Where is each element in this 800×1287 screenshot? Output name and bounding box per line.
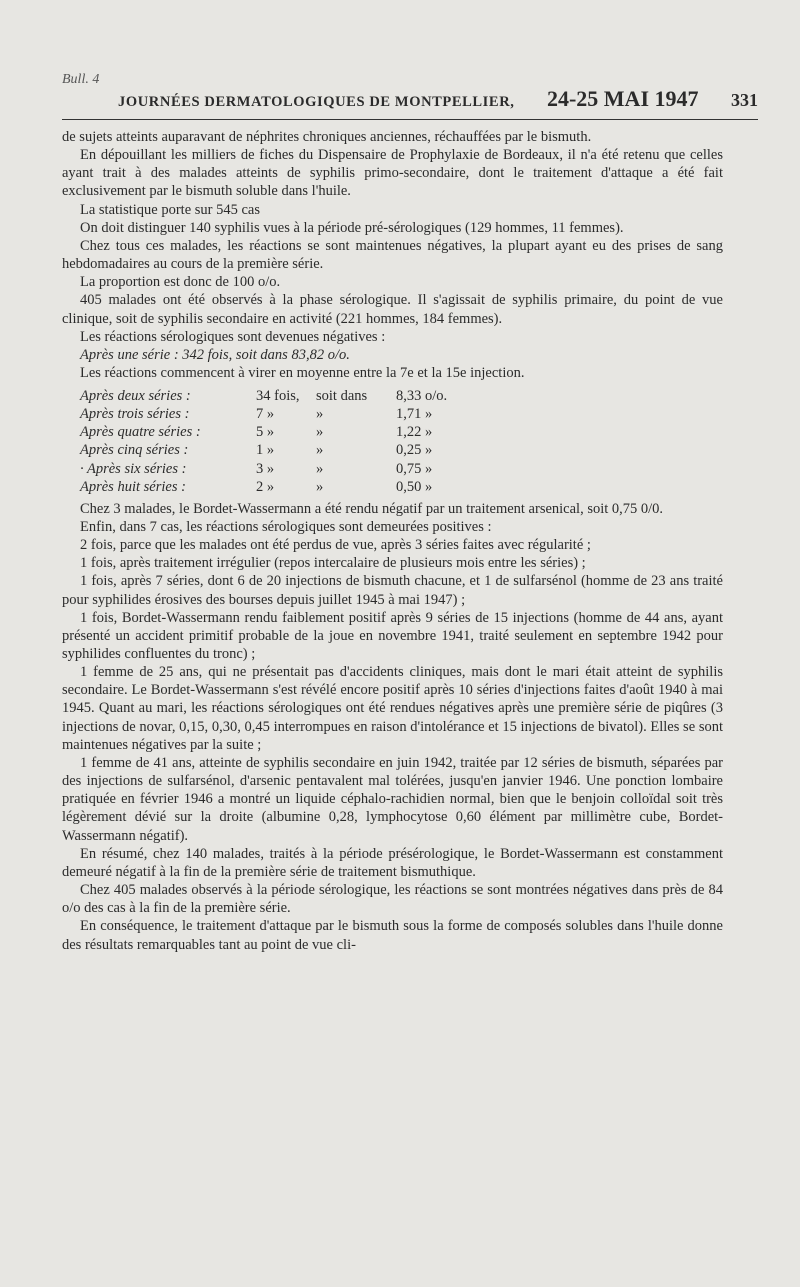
- paragraph: 1 fois, après 7 séries, dont 6 de 20 injections de bismuth chacune, et 1 de sulfarsénol (homme de 23 ans traité pour syphilides érosives des bourses depuis juillet 1945 à mai 1947) ;: [62, 573, 723, 608]
- series-percent: 0,75 »: [396, 460, 433, 477]
- series-label: Après huit séries :: [80, 478, 186, 495]
- series-row: [80, 460, 723, 478]
- paragraph: 1 femme de 41 ans, atteinte de syphilis secondaire en juin 1942, traitée par 12 séries de bismuth, séparées par des injections de sulfarsénol, d'arsenic pentavalent mal tolérées, jusqu'en janvier 1946. Une ponction lombaire pratiquée en février 1946 a montré un liquide céphalo-rachidien normal, bien que le benjoin colloïdal soit très légèrement dévié sur la droite (albumine 0,28, lymphocytose 0,60 élément par millimètre cube, Bordet-Wassermann négatif).: [62, 754, 723, 844]
- series-count: 1 »: [256, 442, 275, 459]
- series-row: [80, 405, 723, 423]
- paragraph: Chez tous ces malades, les réactions se sont maintenues négatives, la plupart ayant eu des prises de sang hebdomadaires au cours de la première série.: [62, 237, 723, 273]
- paragraph: Enfin, dans 7 cas, les réactions sérologiques sont demeurées positives :: [80, 518, 492, 535]
- series-label: Après cinq séries :: [80, 442, 189, 459]
- header-title: JOURNÉES DERMATOLOGIQUES DE MONTPELLIER,: [118, 94, 515, 110]
- paragraph: En dépouillant les milliers de fiches du Dispensaire de Prophylaxie de Bordeaux, il n'a été retenu que celles ayant trait à des malades atteints de syphilis primo-secondaire, dont le traitement d'attaque a été fait exclusivement par le bismuth soluble dans l'huile.: [62, 147, 723, 200]
- paragraph: 2 fois, parce que les malades ont été perdus de vue, après 3 séries faites avec régularité ;: [80, 537, 591, 554]
- series-table: [80, 387, 723, 496]
- paragraph: En conséquence, le traitement d'attaque par le bismuth sous la forme de composés solubles dans l'huile donne des résultats remarquables tant au point de vue cli-: [62, 918, 723, 953]
- paragraph: 1 fois, Bordet-Wassermann rendu faiblement positif après 9 séries de 15 injections (homme de 44 ans, ayant présenté un accident primitif probable de la joue en novembre 1941, traité seulement en septembre 1942 pour syphilides confluentes du tronc) ;: [62, 609, 723, 662]
- series-count: 7 »: [256, 406, 275, 423]
- series-mid: »: [316, 478, 324, 495]
- series-mid: »: [316, 442, 324, 459]
- paragraph: de sujets atteints auparavant de néphrites chroniques anciennes, réchauffées par le bismuth.: [62, 129, 592, 145]
- series-percent: 1,71 »: [396, 406, 433, 423]
- series-mid: »: [316, 424, 324, 441]
- series-mid: »: [316, 460, 324, 477]
- header-rule: [62, 119, 758, 120]
- series-percent: 0,25 »: [396, 442, 433, 459]
- series-row: [80, 387, 723, 405]
- series-count: 34 fois,: [256, 388, 300, 405]
- series-label: · Après six séries :: [80, 460, 187, 477]
- series-mid: soit dans: [316, 388, 368, 405]
- running-header: [118, 86, 758, 112]
- series-percent: 8,33 o/o.: [396, 388, 448, 405]
- paragraph: 405 malades ont été observés à la phase sérologique. Il s'agissait de syphilis primaire, du point de vue clinique, soit de syphilis secondaire en activité (221 hommes, 184 femmes).: [62, 292, 723, 327]
- paragraph: Chez 405 malades observés à la période sérologique, les réactions se sont montrées négatives dans près de 84 o/o des cas à la fin de la première série.: [62, 882, 723, 917]
- header-date: 24-25 MAI 1947: [546, 86, 699, 111]
- page-number: 331: [730, 90, 758, 110]
- series-row: [80, 478, 723, 496]
- series-count: 3 »: [256, 460, 275, 477]
- paragraph: Les réactions sérologiques sont devenues négatives :: [80, 328, 386, 345]
- series-row: [80, 441, 723, 459]
- series-count: 2 »: [256, 478, 275, 495]
- paragraph: Chez 3 malades, le Bordet-Wassermann a été rendu négatif par un traitement arsenical, soit 0,75 0/0.: [80, 500, 664, 517]
- margin-note: Bull. 4: [62, 72, 100, 87]
- paragraph: La proportion est donc de 100 o/o.: [80, 274, 281, 291]
- paragraph: En résumé, chez 140 malades, traités à la période présérologique, le Bordet-Wassermann est constamment demeuré négatif à la fin de la première série de traitement bismuthique.: [62, 845, 723, 880]
- series-percent: 1,22 »: [396, 424, 433, 441]
- series-count: 5 »: [256, 424, 275, 441]
- paragraph: On doit distinguer 140 syphilis vues à la période pré-sérologiques (129 hommes, 11 femmes).: [80, 219, 624, 236]
- paragraph: 1 fois, après traitement irrégulier (repos intercalaire de plusieurs mois entre les séries) ;: [80, 555, 586, 572]
- series-row: [80, 423, 723, 441]
- paragraph: Les réactions commencent à virer en moyenne entre la 7e et la 15e injection.: [80, 365, 525, 382]
- paragraph: La statistique porte sur 545 cas: [80, 201, 260, 218]
- series-percent: 0,50 »: [396, 478, 433, 495]
- series-label: Après trois séries :: [80, 406, 190, 423]
- paragraph: 1 femme de 25 ans, qui ne présentait pas d'accidents cliniques, mais dont le mari était atteint de syphilis secondaire. Le Bordet-Wassermann s'est révélé encore positif après 10 séries d'injections faites d'août 1940 à mai 1945. Quant au mari, les réactions sérologiques ont été rendues négatives après une première série de piqûres (3 injections de novar, 0,15, 0,30, 0,45 interrompues en raison d'intolérance et 15 injections de bivatol). Elles se sont maintenues négatives par la suite ;: [62, 664, 723, 753]
- series-mid: »: [316, 406, 324, 423]
- series-label: Après quatre séries :: [80, 424, 201, 441]
- series-label: Après deux séries :: [80, 388, 191, 405]
- body-text: [62, 128, 723, 954]
- paragraph: Après une série : 342 fois, soit dans 83,82 o/o.: [80, 346, 350, 363]
